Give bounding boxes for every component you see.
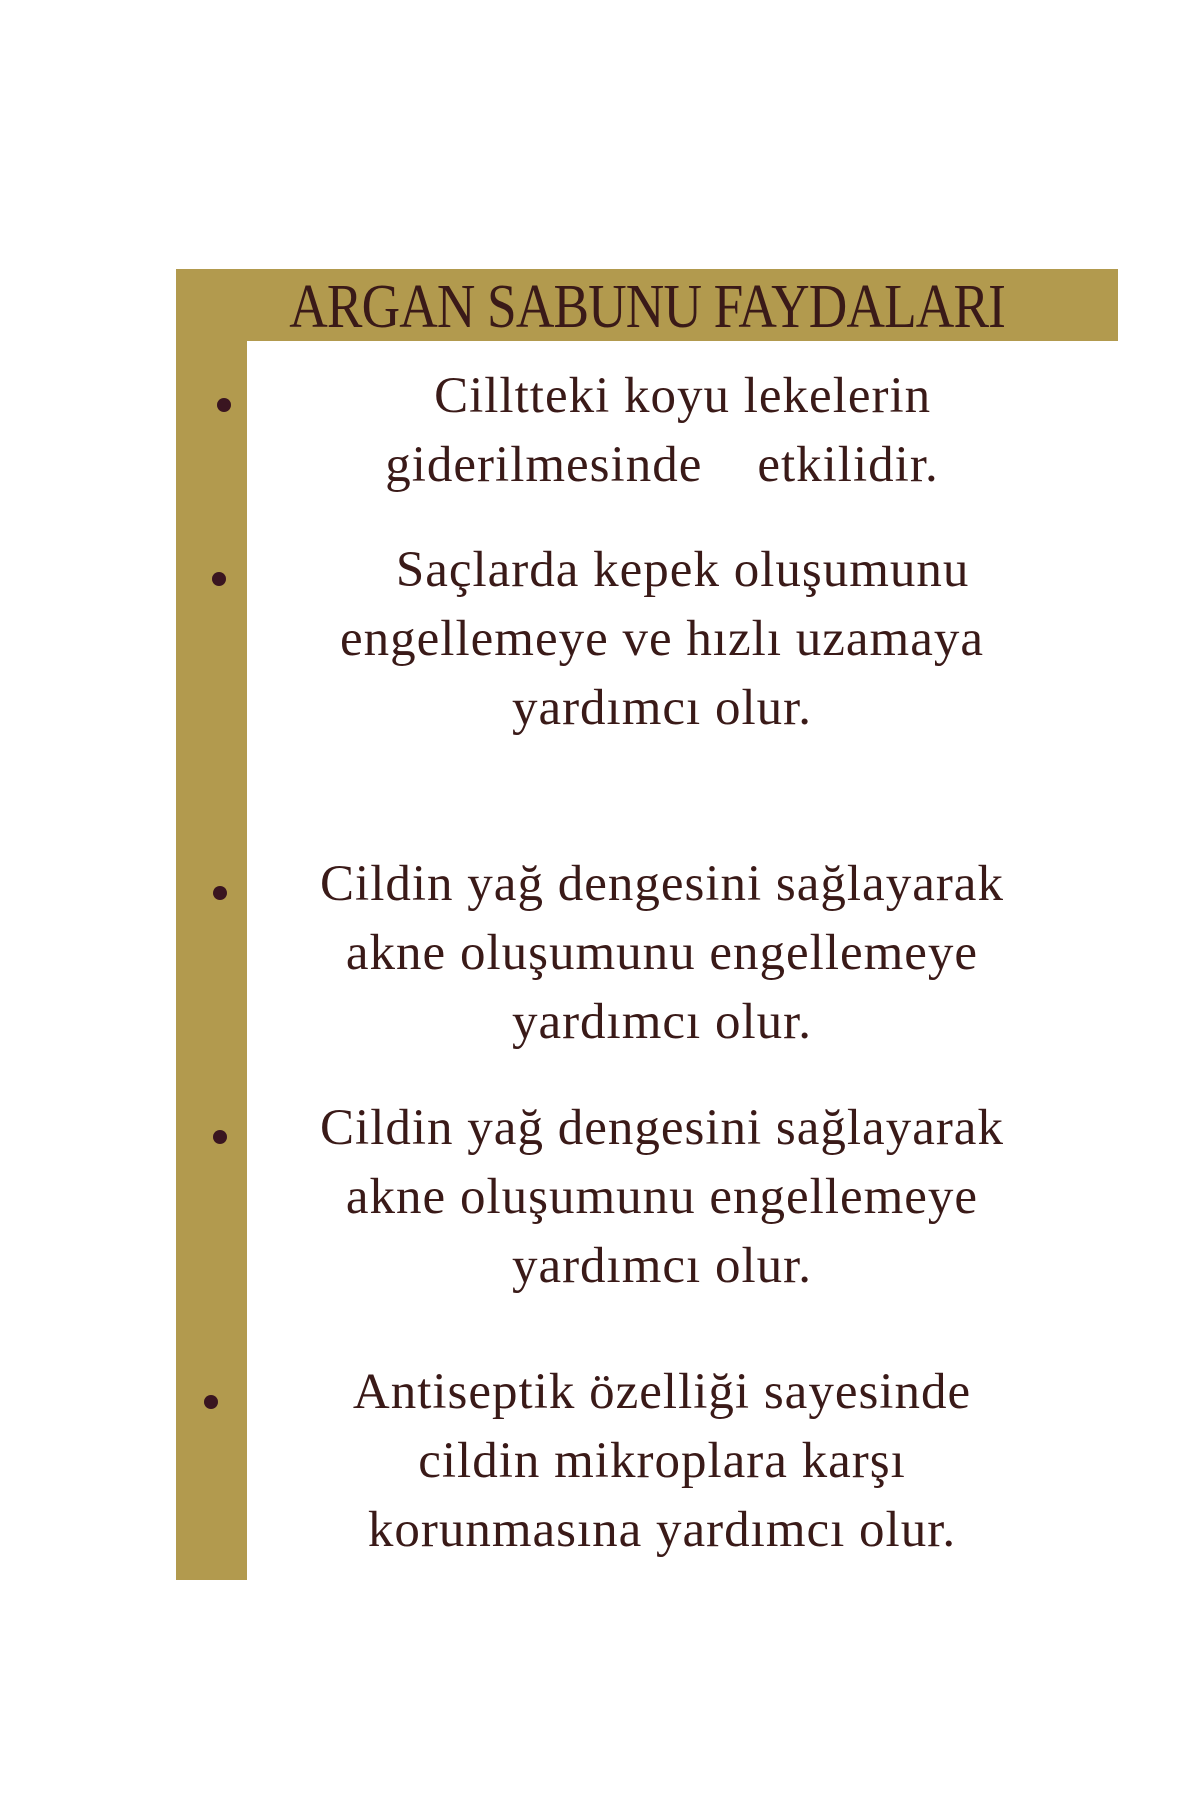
benefit-text: [247, 850, 1077, 1057]
bullet-icon: [204, 1395, 218, 1409]
benefit-line: yardımcı olur.: [511, 1238, 813, 1294]
benefit-line: korunmasına yardımcı olur.: [367, 1502, 957, 1558]
benefit-text: [247, 1358, 1077, 1565]
benefit-text: [247, 536, 1077, 743]
benefit-line: Cilltteki koyu lekelerin: [392, 368, 932, 424]
benefit-line: yardımcı olur.: [511, 994, 813, 1050]
benefit-line: Saçlarda kepek oluşumunu: [354, 542, 970, 598]
benefit-line: engellemeye ve hızlı uzamaya: [340, 611, 984, 667]
benefit-line: cildin mikroplara karşı: [418, 1433, 906, 1489]
benefit-line: yardımcı olur.: [511, 680, 813, 736]
benefit-text: [247, 362, 1077, 500]
benefit-line: akne oluşumunu engellemeye: [345, 925, 979, 981]
benefit-line: Cildin yağ dengesini sağlayarak: [320, 856, 1004, 912]
bullet-icon: [213, 1130, 227, 1144]
bullet-icon: [212, 572, 226, 586]
benefit-text: [247, 1094, 1077, 1301]
page-title-text: ARGAN SABUNU FAYDALARI: [289, 273, 1005, 341]
bullet-icon: [213, 886, 227, 900]
benefit-line: akne oluşumunu engellemeye: [345, 1169, 979, 1225]
benefit-line: Antiseptik özelliği sayesinde: [352, 1364, 972, 1420]
benefit-line: Cildin yağ dengesini sağlayarak: [320, 1100, 1004, 1156]
bullet-icon: [217, 398, 231, 412]
benefit-line: giderilmesinde etkilidir.: [385, 437, 939, 493]
